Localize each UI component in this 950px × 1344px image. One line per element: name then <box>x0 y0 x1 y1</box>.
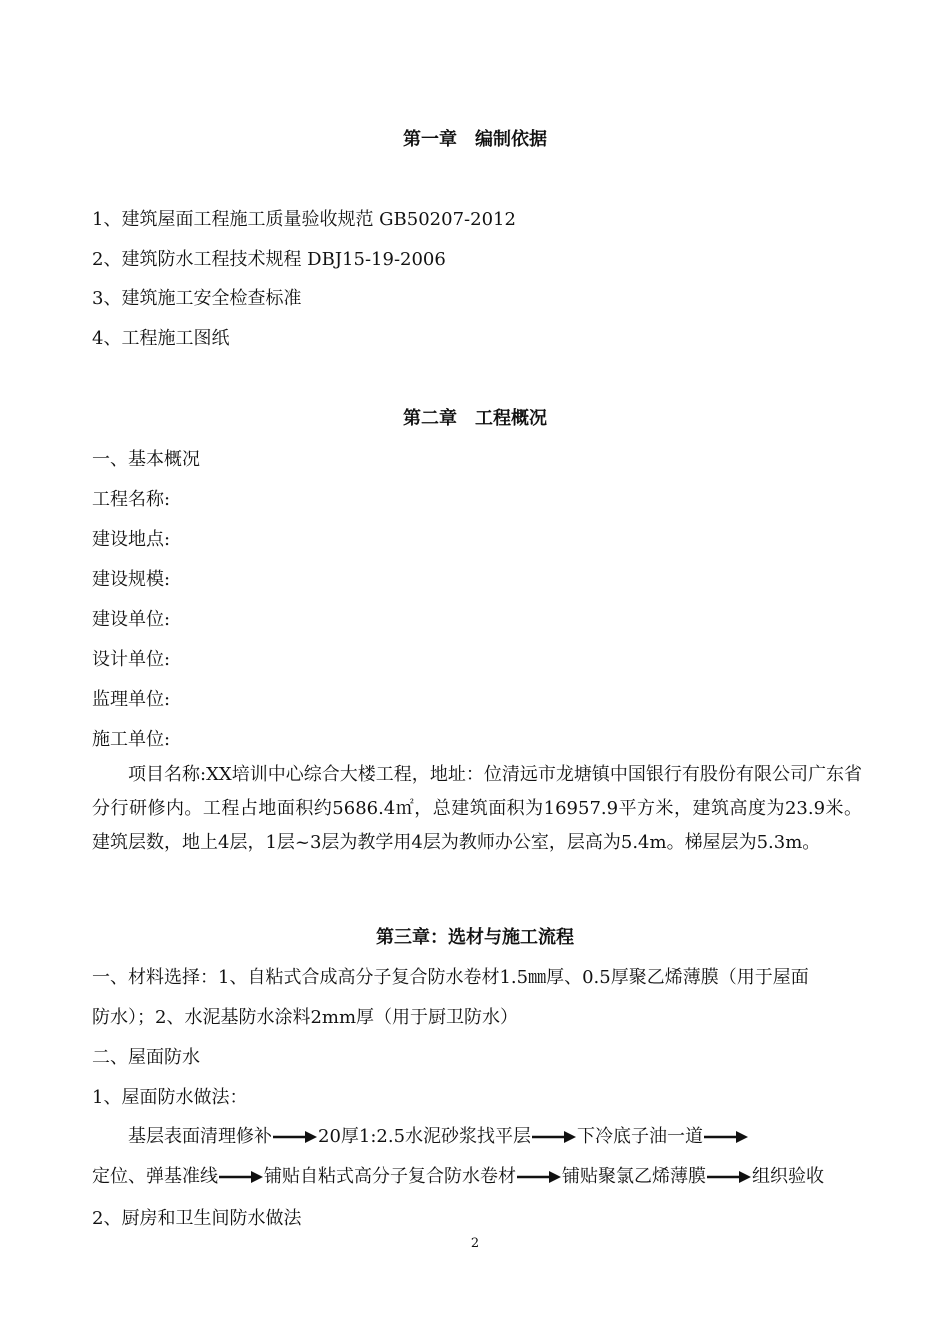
kitchen-method-heading: 2、厨房和卫生间防水做法 <box>92 1208 302 1229</box>
basis-item-2: 2、建筑防水工程技术规程 DBJ15-19-2006 <box>92 249 446 270</box>
field-designer: 设计单位: <box>92 649 171 670</box>
chapter1-title: 第一章 编制依据 <box>403 129 547 150</box>
arrow-right-icon <box>517 1170 561 1184</box>
field-scale: 建设规模: <box>92 569 171 590</box>
roof-method-heading: 1、屋面防水做法： <box>92 1087 248 1108</box>
basis-item-1: 1、建筑屋面工程施工质量验收规范 GB50207-2012 <box>92 209 516 230</box>
materials-line-1: 一、材料选择：1、自粘式合成高分子复合防水卷材1.5㎜厚、0.5厚聚乙烯薄膜（用于屋面 <box>92 967 809 988</box>
materials-line-2: 防水）；2、水泥基防水涂料2mm厚（用于厨卫防水） <box>92 1007 519 1028</box>
chapter3-title: 第三章：选材与施工流程 <box>376 927 574 948</box>
arrow-right-icon <box>704 1130 748 1144</box>
arrow-right-icon <box>707 1170 751 1184</box>
flow-step-4: 定位、弹基准线 <box>92 1166 218 1187</box>
arrow-right-icon <box>273 1130 317 1144</box>
arrow-right-icon <box>219 1170 263 1184</box>
page-number: 2 <box>470 1236 480 1251</box>
flow-step-6: 铺贴聚氯乙烯薄膜 <box>562 1166 706 1187</box>
roof-process-flow <box>92 1117 872 1197</box>
section-roof-waterproofing: 二、屋面防水 <box>92 1047 200 1068</box>
field-supervisor: 监理单位: <box>92 689 171 710</box>
flow-step-3: 下冷底子油一道 <box>577 1126 704 1147</box>
project-description: 项目名称:XX培训中心综合大楼工程，地址：位清远市龙塘镇中国银行有股份有限公司广东省分行研修内。工程占地面积约5686.4㎡，总建筑面积为16957.9平方米，建筑高度为23.9米。建筑层数，地上4层，1层~3层为教学用4层为教师办公室，层高为5.4m。梯屋层为5.3m。 <box>92 764 862 853</box>
flow-step-1: 基层表面清理修补 <box>128 1126 272 1147</box>
flow-step-5: 铺贴自粘式高分子复合防水卷材 <box>264 1166 516 1187</box>
field-contractor: 施工单位: <box>92 729 171 750</box>
basis-item-3: 3、建筑施工安全检查标准 <box>92 288 302 309</box>
flow-step-2: 20厚1:2.5水泥砂浆找平层 <box>318 1126 532 1147</box>
section-basic-overview: 一、基本概况 <box>92 449 200 470</box>
field-project-name: 工程名称: <box>92 489 171 510</box>
field-owner: 建设单位: <box>92 609 171 630</box>
arrow-right-icon <box>532 1130 576 1144</box>
basis-item-4: 4、工程施工图纸 <box>92 328 230 349</box>
flow-step-7: 组织验收 <box>752 1166 824 1187</box>
field-location: 建设地点: <box>92 529 171 550</box>
chapter2-title: 第二章 工程概况 <box>403 408 547 429</box>
